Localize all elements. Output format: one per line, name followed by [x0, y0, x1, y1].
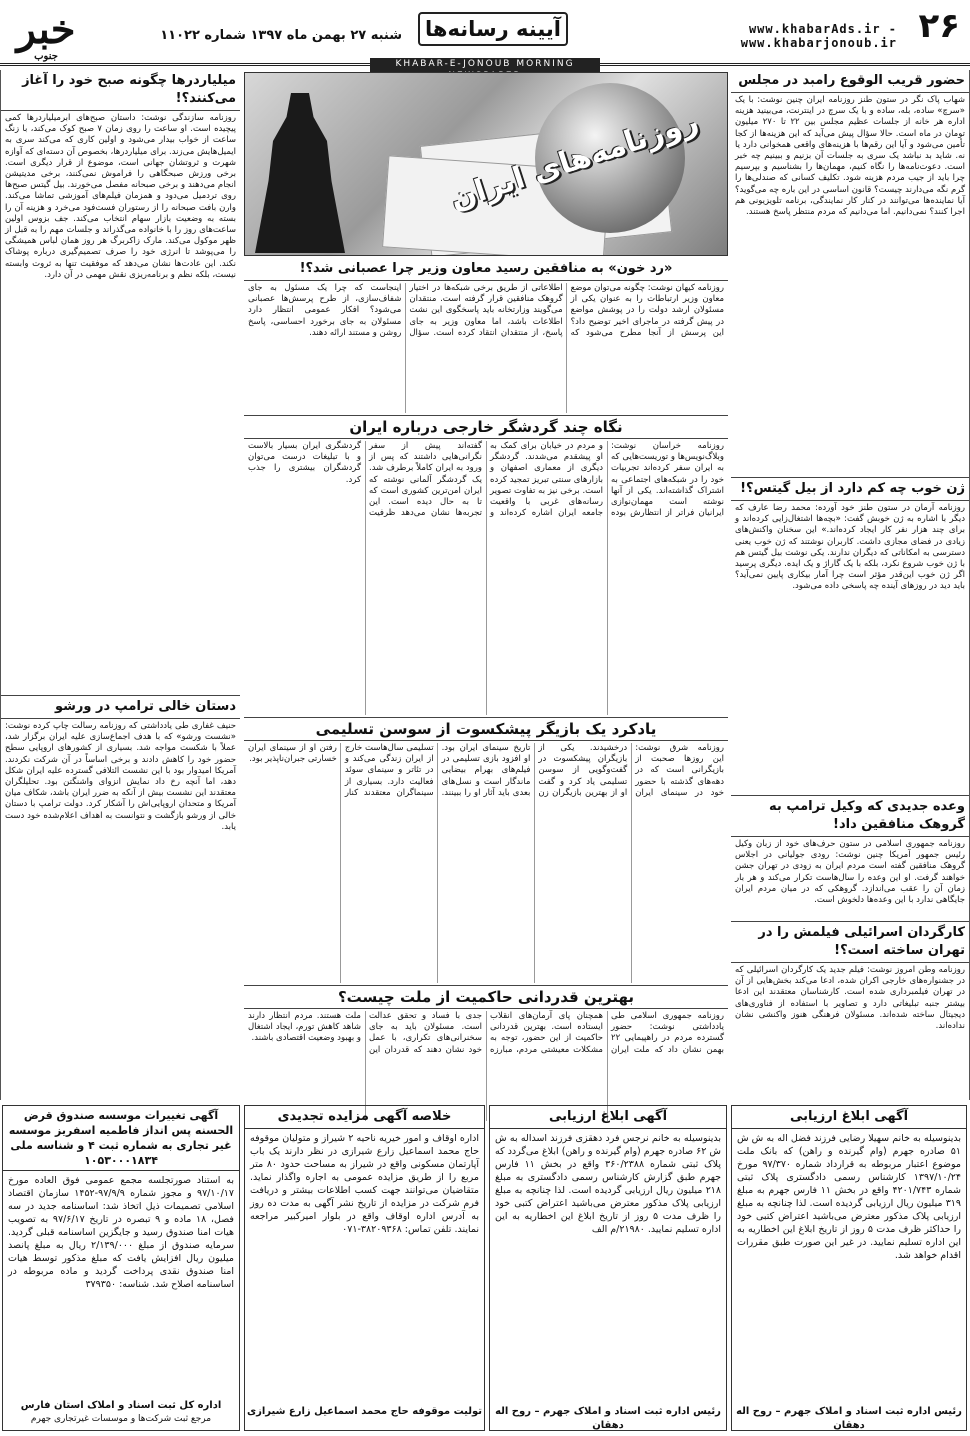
ad-box	[244, 1105, 485, 1431]
ad-body: اداره اوقاف و امور خیریه ناحیه ۲ شیراز و متولیان موقوفه حاج محمد اسماعیل زارع شیرازی در نظر دارند یک باب آپارتمان مسکونی واقع در شیراز به مساحت حدود ۸۰ متر مربع را از طریق مزایده عمومی به اجاره واگذار نماید. متقاضیان می‌توانند جهت کسب اطلاعات بیشتر و دریافت فرم شرکت در مزایده از تاریخ نشر آگهی به مدت ده روز به آدرس اداره اوقاف واقع در بلوار امیرکبیر مراجعه نمایند. تلفن تماس: ۳۸۲۰۹۳۶۸-۰۷۱	[250, 1133, 479, 1235]
photo-caption-text: روزنامه‌های ایران	[445, 103, 703, 218]
ad-signature: تولیت موقوفه حاج محمد اسماعیل زارع شیرازی	[246, 1406, 483, 1417]
ad-box	[2, 1105, 240, 1431]
article-title: وعده جدیدی که وکیل ترامپ به گروهک منافقین داد!	[731, 795, 969, 837]
ad-box	[731, 1105, 967, 1431]
left-column	[0, 70, 240, 1100]
article-body: روزنامه وطن امروز نوشت: فیلم جدید یک کارگردان اسرائیلی که در جشنواره‌های خارجی اکران شده، ادعا می‌کند بخش‌هایی از آن در تهران فیلمبرداری شده است. کارشناسان معتقدند این ادعا بیشتر جنبه تبلیغاتی دارد و تصاویر با استفاده از فناوری‌های دیجیتال ساخته شده‌اند. مسئولان فرهنگی هنوز واکنشی نشان نداده‌اند.	[735, 965, 965, 1032]
article-body: روزنامه کیهان نوشت: چگونه می‌توان موضع معاون وزیر ارتباطات را به عنوان یکی از مسئولان ارشد دولت را در پوشش مواضع در پیش گرفته در ماجرای اخیر توضیح داد؟ این پرسش از آنجا مطرح می‌شود که اطلاعاتی از طریق برخی شبکه‌ها در اختیار گروهک منافقین قرار گرفته است. منتقدان می‌گویند وزارتخانه باید پاسخگوی این نشت اطلاعات باشد، اما معاون وزیر به جای پاسخ، از منتقدان انتقاد کرده است. سؤال اینجاست که چرا یک مسئول به جای شفاف‌سازی، از طرح پرسش‌ها عصبانی می‌شود؟ افکار عمومی انتظار دارد مسئولان به جای برخورد احساسی، پاسخ روشن و مستند ارائه دهند.	[248, 283, 724, 338]
ad-title: آگهی ابلاغ ارزیابی	[732, 1106, 966, 1129]
article-body: روزنامه آرمان در ستون طنز خود آورده: محمد رضا عارف که دیگر با اشاره به ژن خوبش گفت: «بچه‌ها اشتغال‌زایی کرده‌اند و برای چند هزار نفر کار ایجاد کرده‌اند.» این سخنان واکنش‌های زیادی در فضای مجازی داشت. کاربران نوشتند که ژن خوب یعنی دسترسی به امکاناتی که دیگران ندارند. یکی نوشت بیل گیتس هم با ژن خوب شروع نکرد، بلکه با یک گاراژ و یک ایده. دیگری پرسید اگر ژن خوب این‌قدر مؤثر است چرا آمار بیکاری پایین نمی‌آید؟ باید دید در روزهای آینده چه پاسخی داده می‌شود.	[735, 503, 965, 592]
logo	[6, 8, 86, 62]
article-title: نگاه چند گردشگر خارجی درباره ایران	[244, 415, 728, 439]
site-urls[interactable]: www.khabarAds.ir - www.khabarjonoub.ir	[740, 22, 897, 50]
logo-sub: جنوب	[34, 51, 58, 62]
article-title: حضور قریب الوقوع رامبد در مجلس	[731, 70, 969, 93]
ad-signature: اداره کل ثبت اسناد و املاک استان فارس	[20, 1400, 222, 1411]
article-title: بهترین قدردانی حاکمیت از ملت چیست؟	[244, 985, 728, 1009]
ad-signature: رئیس اداره ثبت اسناد و املاک جهرم – روح اله دهقان	[495, 1406, 721, 1431]
sub-banner: KHABAR-E-JONOUB MORNING	[370, 58, 600, 82]
article-body: روزنامه جمهوری اسلامی در ستون حرف‌های خود از زبان وکیل رئیس جمهور آمریکا چنین نوشت: رودی جولیانی در اجلاس گروهک منافقین گفته است مردم ایران به زودی در تهران جشن خواهند گرفت. او این وعده را سال‌هاست تکرار می‌کند و هر بار زمان آن را عقب می‌اندازد. گروهکی که در میان مردم ایران جایگاهی ندارد با این وعده‌ها دلخوش است.	[735, 839, 965, 906]
middle-section	[244, 258, 728, 1100]
ad-body: بدینوسیله به خانم سهیلا رضایی فرزند فضل اله به ش ش ۵۱ صادره جهرم (وام گیرنده و راهن) که بانک ملت موضوع اعتبار مربوطه به قرارداد شماره ۹۷/۳۷۰ مورخ ۱۳۹۷/۱۰/۲۴ کارشناس رسمی دادگستری پلاک ثبتی شماره ۴۲۰۱/۷۴۳ واقع در بخش ۱۱ فارس جهرم به مبلغ ۳۱۹ میلیون ریال ارزیابی گردیده است. لذا چنانچه به مبلغ ارزیابی پلاک مذکور معترض می‌باشید اعتراض کتبی خود را حداکثر ظرف مدت ۵ روز از تاریخ ابلاغ این اخطاریه به این اداره تسلیم نمایید. در غیر این صورت طبق مقررات اقدام خواهد شد.	[737, 1133, 961, 1261]
logo-main: خبر	[16, 6, 76, 53]
ad-box	[489, 1105, 727, 1431]
ad-footer: مرجع ثبت شرکت‌ها و موسسات غیرتجاری جهرم	[30, 1414, 212, 1424]
article-title: میلیاردرها چگونه صبح خود را آغاز می‌کنند؟!	[1, 70, 240, 111]
article-title: ژن خوب چه کم دارد از بیل گیتس؟!	[731, 477, 969, 501]
article-title: دستان خالی ترامپ در ورشو	[1, 695, 240, 719]
date-issue: شنبه ۲۷ بهمن ماه ۱۳۹۷ شماره ۱۱۰۲۲	[160, 28, 402, 43]
front-pages-photo	[244, 72, 728, 256]
masthead	[0, 0, 970, 66]
article-title: کارگردان اسرائیلی فیلمش را در تهران ساخته است؟!	[731, 921, 969, 963]
ad-title: خلاصه آگهی مزایده تجدیدی	[245, 1106, 484, 1129]
article-body: حنیف غفاری طی یادداشتی که روزنامه رسالت چاپ کرده نوشت: «نشست ورشو» که با هدف اجماع‌سازی علیه ایران برگزار شد، عملاً با شکست مواجه شد. بسیاری از کشورهای اروپایی سطح حضور خود را کاهش دادند و برخی اساساً در آن شرکت نکردند. آمریکا امیدوار بود با این نشست ائتلافی گسترده علیه ایران شکل دهد، اما آنچه رخ داد نمایش انزوای واشنگتن بود. تحلیلگران معتقدند این نشست بیش از آنکه به ضرر ایران باشد، شکاف میان آمریکا و متحدان اروپایی‌اش را آشکار کرد. دولت ترامپ با دستان خالی از ورشو بازگشت و نتوانست به اهداف اعلام‌شده خود دست یابد.	[5, 721, 236, 832]
article-body: شهاب پاک نگر در ستون طنز روزنامه ایران چنین نوشت: با یک «سرچ» ساده، بله، ساده و با یک سرچ در اینترنت، می‌بینید هزینه اداره هر خانه از جلسات عظیم مجلس بین ۲۲ تا ۲۷۰ میلیون تومان در ماه است. حالا سؤال پیش می‌آید که این هزینه‌ها از کجا تأمین می‌شود و آیا این رقم‌ها با هزینه‌های واقعی همخوانی دارد یا نه. شاید بد نباشد یک سری به جلسات آن بزنیم و ببینیم چه خبر است. دعوت‌نامه‌ها را نگاه کنیم، مهمان‌ها را بشناسیم و بپرسیم چرا باید از جیب مردم هزینه شود. تکلیف کسانی که صندلی‌ها را گرم نگه می‌دارند چیست؟ قانون اساسی در این باره چه می‌گوید؟ آیا نماینده‌ها می‌توانند در کنار کار نمایندگی، برنامه تلویزیونی هم اجرا کنند؟ نمی‌دانیم. اما می‌دانیم که مردم منتظر پاسخ هستند.	[735, 95, 965, 218]
article-body: روزنامه خراسان نوشت: وبلاگ‌نویس‌ها و توریست‌هایی که به ایران سفر کرده‌اند تجربیات خود را در شبکه‌های اجتماعی به اشتراک گذاشته‌اند. یکی از آنها نوشته است مهمان‌نوازی ایرانیان فراتر از انتظارش بوده و مردم در خیابان برای کمک به او پیشقدم می‌شدند. گردشگر دیگری از معماری اصفهان و بازارهای سنتی تبریز تمجید کرده است. برخی نیز به تفاوت تصویر رسانه‌های غربی با واقعیت جامعه ایران اشاره کرده‌اند و گفته‌اند پیش از سفر نگرانی‌هایی داشتند که پس از ورود به ایران کاملاً برطرف شد. یک گردشگر آلمانی نوشته که ایران امن‌ترین کشوری است که تا به حال دیده است. این تجربه‌ها نشان می‌دهد ظرفیت گردشگری ایران بسیار بالاست و با تبلیغات درست می‌توان گردشگران بیشتری را جذب کرد.	[248, 441, 724, 519]
ad-body: به استناد صورتجلسه مجمع عمومی فوق العاده مورخ ۹۷/۱۰/۱۷ و مجوز شماره ۹۷/۹/۹-۱۴۵۲ سازمان اقتصاد اسلامی تصمیمات ذیل اتخاذ شد: اساسنامه جدید در سه فصل، ۱۸ ماده و ۹ تبصره در تاریخ ۹۷/۶/۱۷ به تصویب هیات امنا صندوق رسید و جایگزین اساسنامه قبلی گردید. سرمایه صندوق از مبلغ ۲/۱۳۹/۰۰۰ ریال به مبلغ پانصد میلیون ریال افزایش یافت که مبلغ مذکور توسط هیات امنا صندوق نقدی پرداخت گردید و ماده مربوطه در اساسنامه اصلاح شد. شناسه: ۳۷۹۳۵۰	[8, 1175, 234, 1290]
section-title: آیینه رسانه‌ها	[418, 12, 568, 46]
article-body: روزنامه جمهوری اسلامی طی یادداشتی نوشت: حضور گسترده مردم در راهپیمایی ۲۲ بهمن نشان داد که ملت ایران همچنان پای آرمان‌های انقلاب ایستاده است. بهترین قدردانی حاکمیت از این حضور، توجه به مشکلات معیشتی مردم، مبارزه جدی با فساد و تحقق عدالت است. مسئولان باید به جای سخنرانی‌های تکراری، با عمل خود نشان دهند که قدردان این ملت هستند. مردم انتظار دارند شاهد کاهش تورم، ایجاد اشتغال و بهبود وضعیت اقتصادی باشند.	[248, 1011, 724, 1055]
ad-signature: رئیس اداره ثبت اسناد و املاک جهرم – روح اله دهقان	[736, 1406, 962, 1431]
right-column	[731, 70, 970, 1100]
article-title: «رد خون» به منافقین رسید معاون وزیر چرا عصبانی شد؟!	[244, 258, 728, 281]
article-body: روزنامه سازندگی نوشت: داستان صبح‌های ابرمیلیاردرها کمی پیچیده است. او ساعت را روی زمان ۷ صبح کوک می‌کند، با زنگ ساعت از خواب بیدار می‌شود و اولین کاری که می‌کند سری به ایمیل‌هایش می‌زند. برای میلیاردرها، بخصوص آن دسته‌ای که آوازه شهرت و ثروتشان جهانی است، موضوع از قرار دیگری است. برخی ورزش صبحگاهی را فراموش نمی‌کنند، برخی مدیتیشن انجام می‌دهند و برخی صبحانه مفصل می‌خورند. بیل گیتس صبح‌ها روی تردمیل می‌دود و همزمان فیلم‌های آموزشی تماشا می‌کند. وارن بافت صبحانه را از رستوران فست‌فود می‌خرد و هزینه آن را بسته به وضعیت بازار سهام انتخاب می‌کند. جف بزوس اولین ساعت‌های روز را با خانواده می‌گذراند و جلسات مهم را به قبل از ظهر موکول می‌کند. مارک زاکربرگ هر روز همان لباس همیشگی را می‌پوشد تا انرژی خود را صرف تصمیم‌گیری درباره پوشاک نکند. این عادت‌ها نشان می‌دهد که موفقیت تنها به ثروت وابسته نیست، بلکه نظم و برنامه‌ریزی نقش مهمی در آن دارد.	[5, 113, 236, 280]
article-body: روزنامه شرق نوشت: این روزها صحبت از بازیگرانی است که در دهه‌های گذشته با حضور خود در سینمای ایران درخشیدند. یکی از بازیگران پیشکسوت در گفت‌وگویی از سوسن تسلیمی یاد کرد و گفت او از بهترین بازیگران زن تاریخ سینمای ایران بود. او افزود بازی تسلیمی در فیلم‌های بهرام بیضایی ماندگار است و نسل‌های بعدی باید آثار او را ببینند. تسلیمی سال‌هاست خارج از ایران زندگی می‌کند و در تئاتر و سینمای سوئد فعالیت دارد. بسیاری از سینماگران معتقدند کنار رفتن او از سینمای ایران خسارتی جبران‌ناپذیر بود.	[248, 743, 724, 798]
ad-title: آگهی ابلاغ ارزیابی	[490, 1106, 726, 1129]
article-title: یادکرد یک بازیگر پیشکسوت از سوسن تسلیمی	[244, 717, 728, 741]
page-number: ۲۶	[918, 6, 960, 46]
ad-body: بدینوسیله به خانم نرجس فرد دهقزی فرزند اسداله به ش ش ۶۲ صادره جهرم (وام گیرنده و راهن) ابلاغ می‌گردد که پلاک ثبتی شماره ۳۶۰/۲۳۸۸ واقع در بخش ۱۱ فارس جهرم طبق گزارش کارشناس رسمی دادگستری به مبلغ ۲۱۸ میلیون ریال ارزیابی گردیده است. لذا چنانچه به مبلغ ارزیابی پلاک مذکور معترض می‌باشید اعتراض کتبی خود را ظرف مدت ۵ روز از تاریخ ابلاغ این اخطاریه به این اداره تسلیم نمایید. ۲۱۹۸۰/م الف	[495, 1133, 721, 1235]
reader-silhouette	[255, 93, 345, 253]
ad-title: آگهی تغییرات موسسه صندوق قرض الحسنه پس انداز فاطمیه اسفریز موسسه غیر تجاری به شماره ثبت ۴ و شناسه ملی ۱۰۵۳۰۰۰۱۸۳۴	[3, 1106, 239, 1171]
